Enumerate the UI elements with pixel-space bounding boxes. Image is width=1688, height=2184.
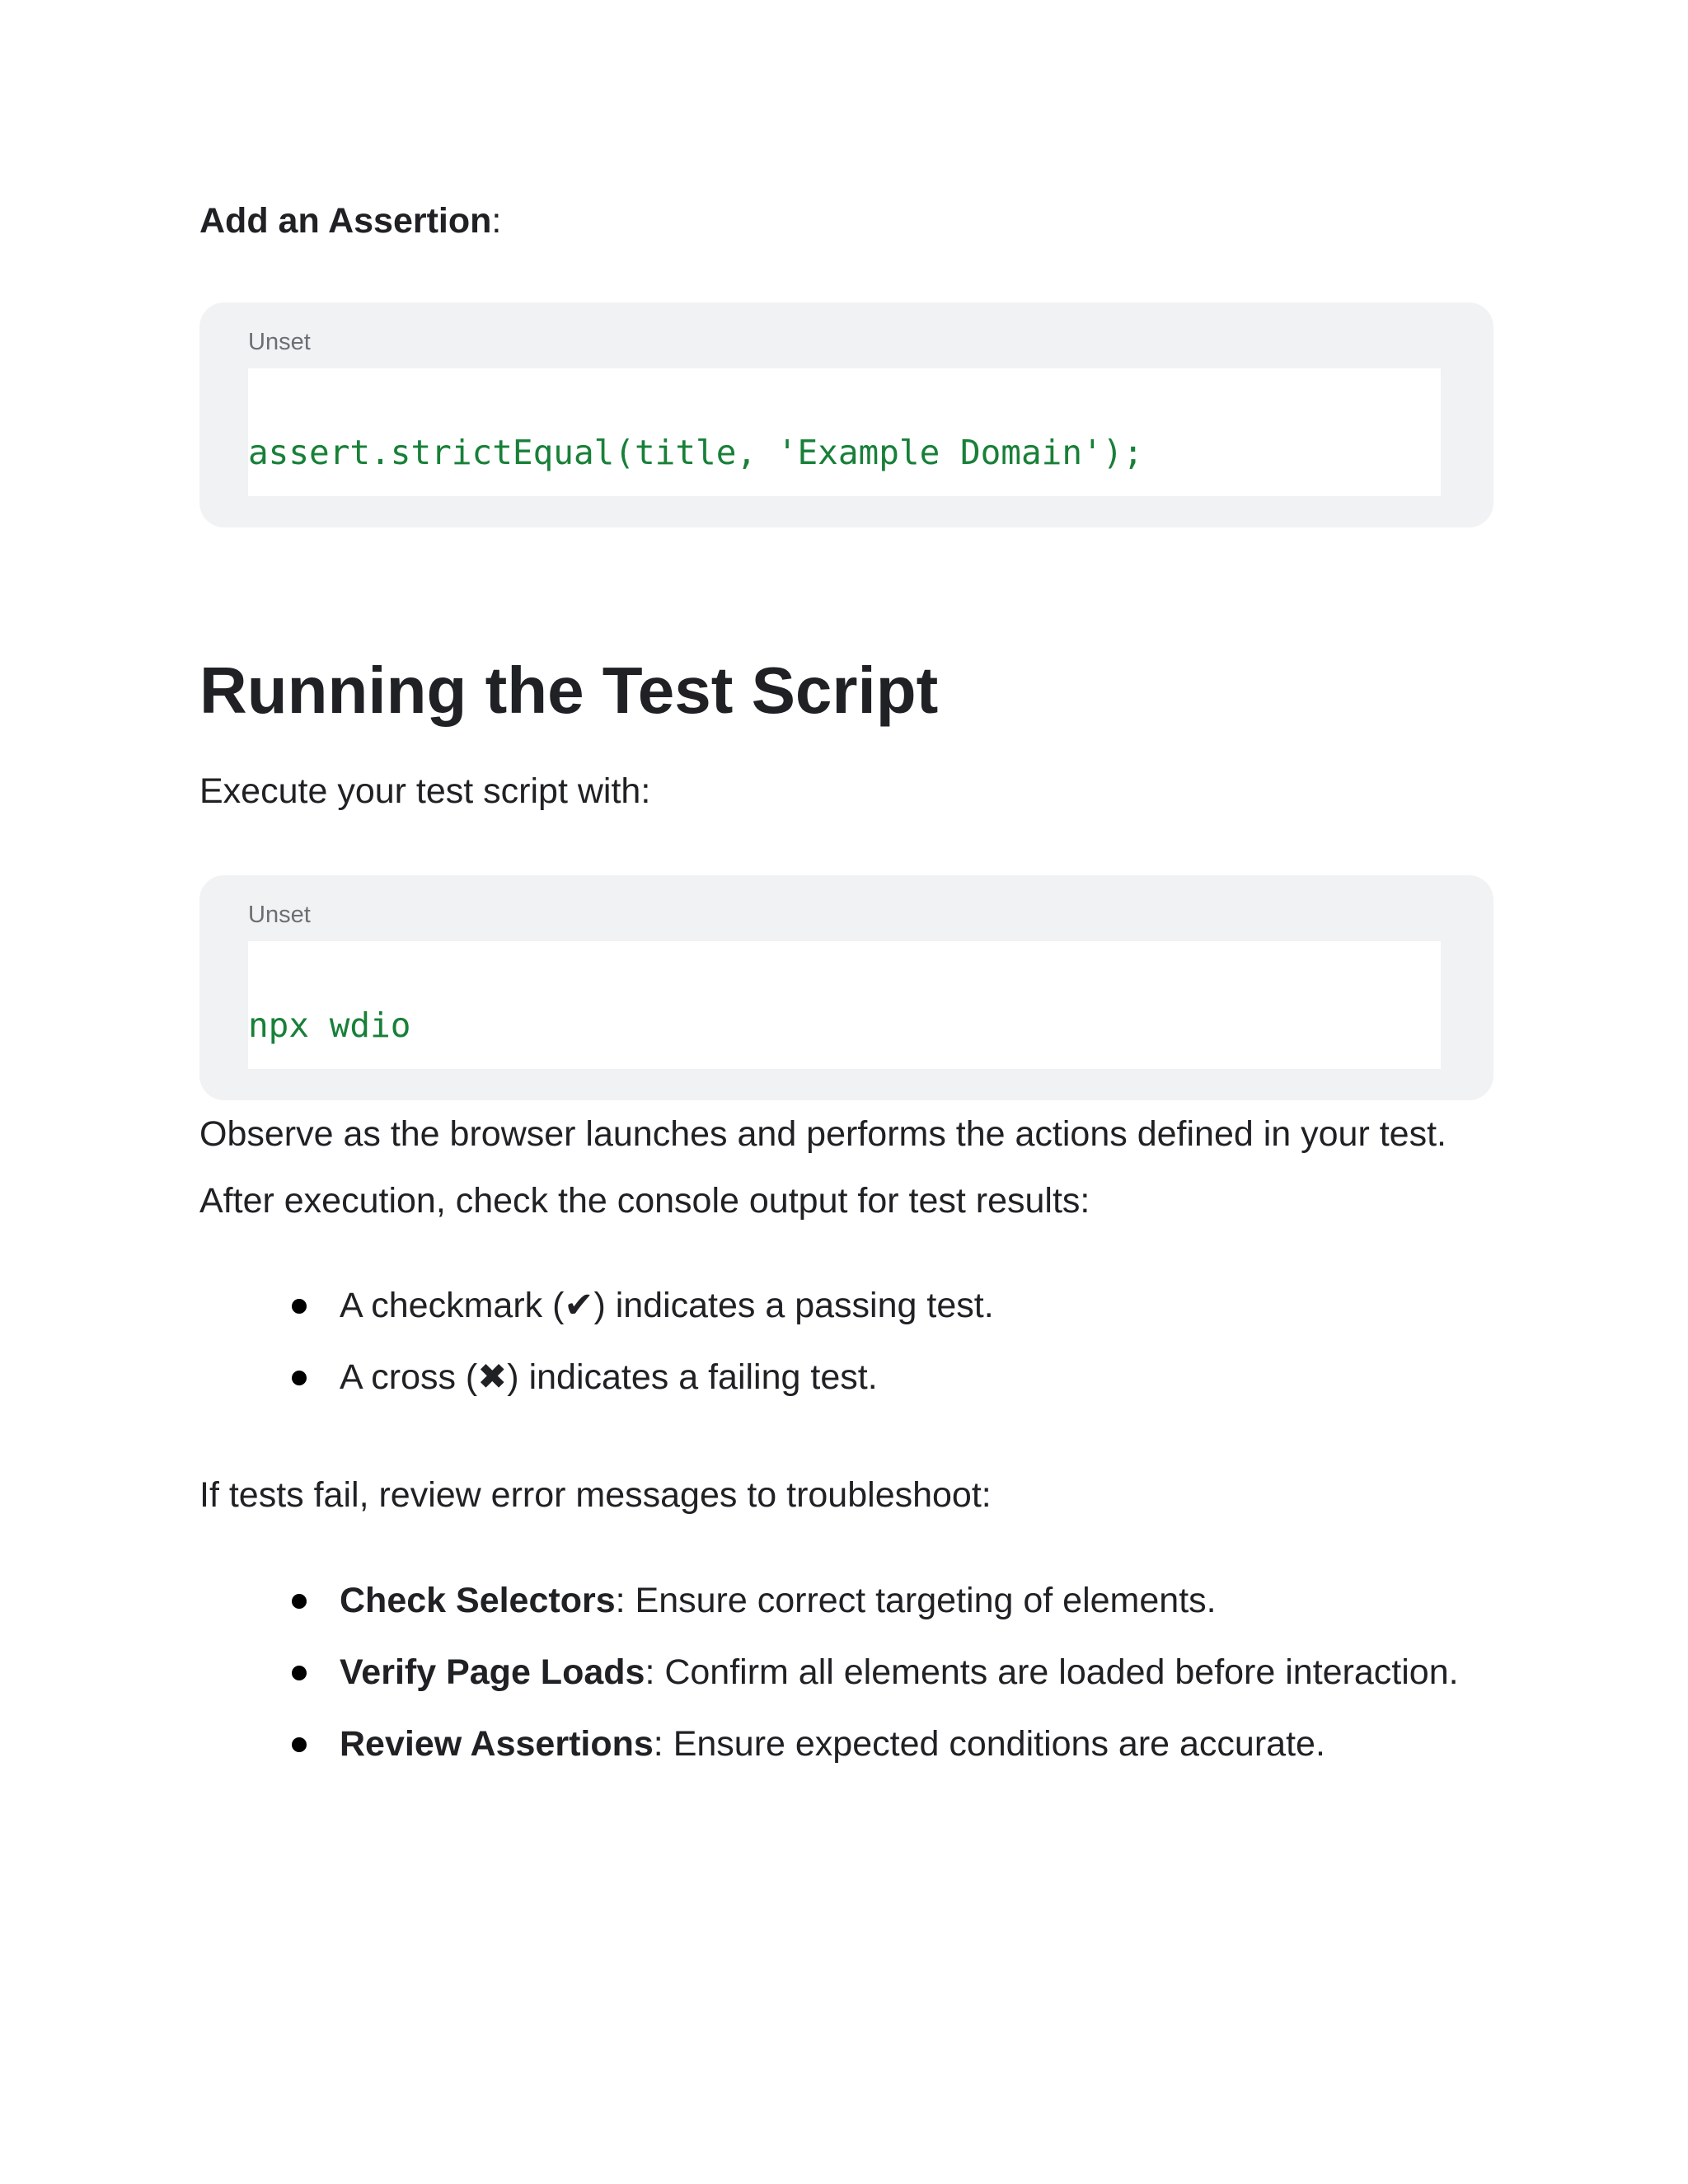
item-text-before: A checkmark ( bbox=[340, 1286, 565, 1325]
item-term: Verify Page Loads bbox=[340, 1652, 645, 1692]
code-language-label: Unset bbox=[248, 902, 311, 928]
troubleshoot-list bbox=[199, 1565, 1485, 1780]
checkmark-icon: ✔ bbox=[564, 1285, 594, 1326]
observe-paragraph: Observe as the browser launches and performs the actions defined in your test. After execution, check the console output for test results: bbox=[199, 1114, 1447, 1221]
list-item bbox=[199, 1565, 1493, 1637]
item-term: Check Selectors bbox=[340, 1581, 616, 1620]
code-text: assert.strictEqual(title, 'Example Domain'); bbox=[248, 433, 1144, 472]
list-item bbox=[199, 1708, 1493, 1780]
item-text-after: ) indicates a passing test. bbox=[593, 1286, 994, 1325]
item-term: Review Assertions bbox=[340, 1724, 654, 1764]
item-desc: : Ensure expected conditions are accurate. bbox=[653, 1724, 1325, 1764]
item-text-after: ) indicates a failing test. bbox=[507, 1357, 878, 1397]
assertion-label bbox=[199, 198, 501, 244]
bullet-icon bbox=[292, 1666, 307, 1680]
cross-icon: ✖ bbox=[477, 1357, 508, 1398]
bullet-icon bbox=[292, 1371, 307, 1385]
list-item bbox=[199, 1637, 1493, 1708]
code-text: npx wdio bbox=[248, 1005, 411, 1045]
result-list bbox=[199, 1270, 1485, 1413]
item-desc: : Ensure correct targeting of elements. bbox=[615, 1581, 1217, 1620]
code-body[interactable] bbox=[248, 941, 1441, 1069]
code-body[interactable] bbox=[248, 368, 1441, 496]
assertion-label-bold: Add an Assertion bbox=[199, 201, 492, 241]
list-item bbox=[199, 1270, 1485, 1342]
list-item bbox=[199, 1342, 1485, 1413]
intro-paragraph: Execute your test script with: bbox=[199, 771, 651, 811]
troubleshoot-intro: If tests fail, review error messages to troubleshoot: bbox=[199, 1475, 992, 1515]
bullet-icon bbox=[292, 1594, 307, 1609]
item-text-before: A cross ( bbox=[340, 1357, 478, 1397]
section-heading: Running the Test Script bbox=[199, 654, 939, 727]
bullet-icon bbox=[292, 1737, 307, 1752]
assertion-label-suffix: : bbox=[491, 201, 502, 241]
item-desc: : Confirm all elements are loaded before interaction. bbox=[645, 1652, 1459, 1692]
bullet-icon bbox=[292, 1299, 307, 1314]
assertion-code-block bbox=[199, 302, 1493, 527]
code-language-label: Unset bbox=[248, 329, 311, 355]
run-code-block bbox=[199, 875, 1493, 1100]
